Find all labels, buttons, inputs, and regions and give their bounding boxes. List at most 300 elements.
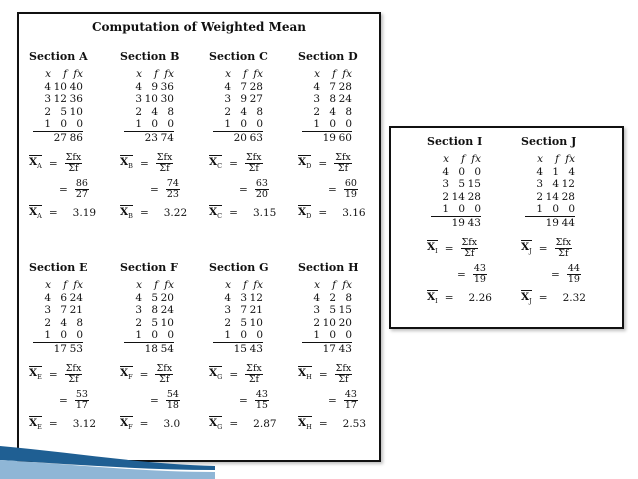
totals-row	[41, 343, 115, 355]
cell-fx: 24	[69, 291, 83, 304]
cell-x: 3	[224, 304, 231, 316]
cell-fx: 0	[345, 118, 352, 130]
section-title: Section J	[521, 135, 577, 148]
sum-f: 18	[144, 342, 158, 355]
cell-f: 2	[329, 291, 336, 304]
mean-substitution	[321, 179, 384, 201]
table-row	[221, 329, 295, 342]
equals-sign: =	[139, 157, 149, 170]
sum-f: 20	[233, 131, 247, 144]
frequency-table	[533, 153, 607, 216]
x-bar-subscript: E	[37, 373, 42, 382]
table-header-row	[221, 68, 295, 81]
fraction-denominator: Σf	[68, 374, 79, 385]
cell-x: 3	[536, 178, 543, 190]
fraction-numerator: 53	[75, 388, 88, 400]
cell-x: 3	[135, 93, 142, 105]
equals-sign: =	[150, 394, 159, 407]
fraction	[555, 238, 573, 260]
x-bar-subscript: F	[128, 422, 133, 431]
fraction-denominator: Σf	[159, 163, 170, 174]
frequency-table	[310, 68, 384, 131]
header-f: f	[63, 279, 67, 291]
cell-x: 2	[224, 316, 231, 329]
section-block	[120, 50, 206, 220]
cell-f: 0	[458, 203, 465, 215]
table-row	[310, 93, 384, 106]
fraction-denominator: Σf	[248, 163, 259, 174]
cell-fx: 15	[467, 178, 481, 190]
equals-sign: =	[139, 206, 149, 219]
x-bar-subscript: B	[128, 211, 133, 220]
fraction-numerator: Σfx	[65, 151, 82, 163]
fraction	[65, 364, 83, 386]
fraction	[75, 390, 89, 412]
totals-row	[310, 132, 384, 144]
fraction-numerator: 86	[75, 177, 88, 189]
fraction-numerator: Σfx	[555, 236, 572, 248]
mean-formula	[29, 153, 115, 175]
header-x: x	[314, 68, 320, 80]
cell-fx: 28	[467, 190, 481, 203]
table-header-row	[310, 68, 384, 81]
cell-f: 7	[240, 80, 247, 93]
sum-f: 17	[322, 342, 336, 355]
equals-sign: =	[48, 157, 58, 170]
cell-x: 2	[44, 105, 51, 118]
header-x: x	[136, 279, 142, 291]
cell-f: 0	[552, 203, 559, 215]
table-row	[41, 118, 115, 131]
table-row	[41, 304, 115, 317]
sum-fx: 43	[467, 216, 481, 229]
fraction	[156, 153, 174, 175]
header-fx: fx	[342, 279, 352, 291]
cell-fx: 8	[345, 291, 352, 304]
equals-sign: =	[551, 268, 560, 281]
cell-fx: 10	[249, 316, 263, 329]
mean-substitution	[232, 390, 295, 412]
cell-fx: 0	[167, 118, 174, 130]
cell-f: 7	[329, 80, 336, 93]
cell-f: 14	[545, 190, 559, 203]
totals-row	[132, 343, 206, 355]
x-bar-subscript: A	[37, 211, 42, 220]
header-fx: fx	[73, 68, 83, 80]
cell-x: 1	[135, 329, 142, 341]
mean-result	[29, 206, 115, 220]
cell-x: 3	[442, 178, 449, 190]
section-block	[29, 50, 115, 220]
cell-fx: 24	[160, 304, 174, 316]
fraction	[245, 153, 263, 175]
x-bar-subscript: C	[217, 162, 223, 171]
x-bar-symbol: $X_D$	[298, 205, 312, 220]
table-row	[533, 166, 607, 179]
totals-row	[221, 132, 295, 144]
x-bar-symbol: $X_B$	[120, 156, 133, 171]
header-x: x	[45, 279, 51, 291]
totals-row	[221, 343, 295, 355]
fraction-denominator: 18	[166, 400, 179, 411]
header-x: x	[537, 153, 543, 165]
table-row	[310, 304, 384, 317]
fraction	[335, 364, 353, 386]
mean-result	[120, 206, 206, 220]
section-block	[120, 261, 206, 431]
cell-fx: 8	[256, 105, 263, 118]
fraction-numerator: 60	[344, 177, 357, 189]
mean-value: 2.87	[253, 417, 277, 430]
sum-fx: 43	[249, 342, 263, 355]
cell-f: 3	[240, 291, 247, 304]
x-bar-symbol: $X_F$	[120, 416, 133, 431]
x-bar-subscript: A	[37, 162, 42, 171]
cell-f: 5	[240, 316, 247, 329]
mean-substitution	[544, 264, 607, 286]
cell-fx: 0	[76, 329, 83, 341]
section-title: Section B	[120, 50, 180, 63]
sum-fx: 54	[160, 342, 174, 355]
cell-fx: 28	[249, 80, 263, 93]
table-row	[310, 106, 384, 119]
x-bar-symbol: $X_B$	[120, 205, 133, 220]
totals-row	[439, 217, 513, 229]
fraction	[166, 390, 180, 412]
cell-fx: 8	[345, 105, 352, 118]
fraction-numerator: Σfx	[461, 236, 478, 248]
table-row	[132, 106, 206, 119]
fraction	[461, 238, 479, 260]
cell-f: 10	[53, 80, 67, 93]
cell-fx: 15	[338, 304, 352, 316]
fraction	[65, 153, 83, 175]
fraction-numerator: 43	[473, 262, 486, 274]
fraction-denominator: 17	[75, 400, 88, 411]
table-row	[132, 317, 206, 330]
cell-x: 1	[442, 203, 449, 215]
table-row	[221, 304, 295, 317]
mean-result	[298, 417, 384, 431]
equals-sign: =	[48, 368, 58, 381]
mean-formula	[209, 364, 295, 386]
fraction	[155, 364, 173, 386]
mean-formula	[298, 364, 384, 386]
header-x: x	[225, 68, 231, 80]
table-row	[41, 329, 115, 342]
fraction	[75, 179, 89, 201]
decorative-swoosh	[0, 430, 215, 479]
table-row	[439, 178, 513, 191]
table-row	[132, 292, 206, 305]
cell-fx: 0	[474, 165, 481, 178]
cell-x: 3	[313, 304, 320, 316]
x-bar-symbol: $X_E$	[29, 416, 42, 431]
cell-fx: 36	[69, 93, 83, 105]
fraction-numerator: 74	[166, 177, 179, 189]
equals-sign: =	[328, 394, 337, 407]
equals-sign: =	[239, 183, 248, 196]
section-title: Section A	[29, 50, 88, 63]
x-bar-subscript: J	[529, 247, 532, 256]
fraction-denominator: Σf	[464, 248, 475, 259]
header-f: f	[154, 68, 158, 80]
x-bar-subscript: D	[306, 162, 312, 171]
mean-formula	[29, 364, 115, 386]
cell-f: 10	[144, 93, 158, 105]
cell-f: 0	[458, 165, 465, 178]
sum-fx: 63	[249, 131, 263, 144]
sum-fx: 86	[69, 131, 83, 144]
x-bar-symbol: $X_A$	[29, 156, 42, 171]
fraction-denominator: Σf	[68, 163, 79, 174]
frequency-table	[221, 279, 295, 342]
table-row	[310, 329, 384, 342]
cell-fx: 28	[338, 80, 352, 93]
table-row	[439, 191, 513, 204]
x-bar-symbol: $X_J$	[521, 290, 532, 305]
cell-f: 9	[151, 80, 158, 93]
equals-sign: =	[150, 183, 159, 196]
mean-result	[427, 291, 513, 305]
side-computation-panel	[389, 126, 624, 329]
cell-f: 1	[552, 165, 559, 178]
x-bar-subscript: G	[217, 422, 223, 431]
mean-value: 2.53	[342, 417, 367, 430]
header-f: f	[461, 153, 465, 165]
cell-f: 4	[240, 105, 247, 118]
fraction	[567, 264, 581, 286]
cell-fx: 0	[256, 118, 263, 130]
cell-x: 3	[44, 304, 51, 316]
mean-value: 2.26	[468, 291, 492, 304]
cell-fx: 21	[69, 304, 83, 316]
cell-fx: 30	[160, 93, 174, 105]
mean-value: 3.0	[163, 417, 181, 430]
x-bar-subscript: H	[306, 373, 312, 382]
table-row	[310, 317, 384, 330]
cell-f: 14	[451, 190, 465, 203]
fraction	[255, 390, 269, 412]
cell-f: 5	[151, 316, 158, 329]
section-title: Section C	[209, 50, 268, 63]
header-x: x	[136, 68, 142, 80]
header-fx: fx	[164, 68, 174, 80]
section-title: Section G	[209, 261, 269, 274]
mean-value: 3.16	[342, 206, 366, 219]
cell-f: 0	[240, 329, 247, 341]
table-row	[132, 329, 206, 342]
table-row	[221, 118, 295, 131]
header-f: f	[332, 68, 336, 80]
cell-x: 2	[442, 190, 449, 203]
mean-result	[521, 291, 607, 305]
mean-result	[209, 417, 295, 431]
table-row	[41, 292, 115, 305]
fraction-denominator: 20	[255, 189, 268, 200]
fraction	[245, 364, 263, 386]
cell-x: 4	[313, 80, 320, 93]
header-x: x	[225, 279, 231, 291]
sum-f: 19	[451, 216, 465, 229]
header-f: f	[332, 279, 336, 291]
x-bar-subscript: B	[128, 162, 133, 171]
table-row	[221, 81, 295, 94]
mean-result	[209, 206, 295, 220]
cell-fx: 12	[561, 178, 575, 190]
fraction	[166, 179, 180, 201]
cell-fx: 36	[160, 80, 174, 93]
header-f: f	[243, 68, 247, 80]
table-row	[310, 81, 384, 94]
section-block	[298, 261, 384, 431]
fraction-numerator: 43	[255, 388, 268, 400]
cell-x: 4	[224, 80, 231, 93]
cell-f: 4	[552, 178, 559, 190]
cell-f: 4	[151, 105, 158, 118]
mean-substitution	[450, 264, 513, 286]
mean-formula	[120, 153, 206, 175]
section-block	[209, 261, 295, 431]
fraction-numerator: Σfx	[335, 151, 351, 163]
x-bar-symbol: $X_F$	[120, 367, 133, 382]
main-computation-panel	[17, 12, 381, 462]
cell-fx: 21	[249, 304, 263, 316]
section-title: Section D	[298, 50, 358, 63]
table-row	[41, 93, 115, 106]
x-bar-symbol: $X_D$	[298, 156, 312, 171]
table-row	[310, 292, 384, 305]
fraction	[255, 179, 269, 201]
cell-f: 5	[60, 105, 67, 118]
cell-fx: 10	[69, 105, 83, 118]
fraction-numerator: Σfx	[246, 362, 262, 374]
cell-fx: 0	[256, 329, 263, 341]
sum-f: 19	[322, 131, 336, 144]
x-bar-symbol: $X_I$	[427, 241, 438, 256]
cell-f: 10	[322, 316, 336, 329]
cell-f: 5	[458, 178, 465, 190]
mean-substitution	[143, 179, 206, 201]
x-bar-subscript: J	[529, 296, 532, 305]
fraction-denominator: 17	[344, 400, 357, 411]
fraction-denominator: Σf	[159, 374, 170, 385]
header-f: f	[154, 279, 158, 291]
page-title: Computation of Weighted Mean	[91, 20, 306, 34]
mean-substitution	[52, 390, 115, 412]
fraction-denominator: 19	[473, 274, 486, 285]
cell-x: 4	[536, 165, 543, 178]
table-row	[221, 317, 295, 330]
cell-x: 3	[224, 93, 231, 105]
cell-f: 6	[60, 291, 67, 304]
table-row	[41, 317, 115, 330]
cell-fx: 10	[160, 316, 174, 329]
frequency-table	[41, 68, 115, 131]
cell-x: 1	[224, 118, 231, 130]
sum-fx: 43	[338, 342, 352, 355]
fraction-numerator: 54	[166, 388, 179, 400]
cell-x: 1	[44, 329, 51, 341]
cell-f: 9	[240, 93, 247, 105]
sum-fx: 60	[338, 131, 352, 144]
equals-sign: =	[318, 157, 328, 170]
x-bar-subscript: H	[306, 422, 312, 431]
frequency-table	[132, 68, 206, 131]
cell-f: 7	[60, 304, 67, 316]
header-x: x	[314, 279, 320, 291]
cell-x: 2	[135, 316, 142, 329]
cell-fx: 20	[160, 291, 174, 304]
cell-x: 2	[536, 190, 543, 203]
totals-row	[132, 132, 206, 144]
x-bar-symbol: $X_H$	[298, 367, 312, 382]
table-row	[41, 106, 115, 119]
mean-substitution	[232, 179, 295, 201]
section-block	[298, 50, 384, 220]
table-row	[533, 191, 607, 204]
cell-fx: 40	[69, 80, 83, 93]
frequency-table	[41, 279, 115, 342]
cell-x: 2	[135, 105, 142, 118]
section-title: Section F	[120, 261, 178, 274]
cell-f: 12	[53, 93, 67, 105]
header-f: f	[243, 279, 247, 291]
table-row	[41, 81, 115, 94]
mean-substitution	[321, 390, 384, 412]
table-row	[533, 178, 607, 191]
cell-x: 1	[536, 203, 543, 215]
table-header-row	[310, 279, 384, 292]
sum-f: 19	[545, 216, 559, 229]
mean-value: 3.15	[252, 206, 277, 219]
header-fx: fx	[73, 279, 83, 291]
equals-sign: =	[538, 291, 548, 304]
x-bar-symbol: $X_I$	[427, 290, 438, 305]
sum-f: 23	[144, 131, 158, 144]
table-row	[132, 93, 206, 106]
x-bar-symbol: $X_G$	[209, 416, 223, 431]
mean-substitution	[52, 179, 115, 201]
cell-f: 8	[329, 93, 336, 105]
section-block	[521, 135, 607, 305]
mean-value: 3.19	[72, 206, 97, 219]
equals-sign: =	[318, 417, 328, 430]
cell-x: 4	[44, 80, 51, 93]
cell-f: 0	[240, 118, 247, 130]
table-row	[533, 203, 607, 216]
fraction-denominator: 19	[344, 189, 357, 200]
table-row	[439, 166, 513, 179]
equals-sign: =	[229, 206, 238, 219]
section-title: Section E	[29, 261, 88, 274]
fraction	[334, 153, 352, 175]
fraction	[344, 179, 358, 201]
x-bar-symbol: $X_A$	[29, 205, 42, 220]
cell-x: 2	[313, 316, 320, 329]
cell-f: 0	[60, 118, 67, 130]
section-block	[427, 135, 513, 305]
mean-value: 3.12	[72, 417, 97, 430]
cell-f: 4	[329, 105, 336, 118]
x-bar-subscript: G	[217, 373, 223, 382]
cell-f: 4	[60, 316, 67, 329]
fraction-numerator: Σfx	[156, 362, 173, 374]
mean-formula	[298, 153, 384, 175]
cell-f: 5	[151, 291, 158, 304]
mean-value: 3.22	[163, 206, 188, 219]
fraction-denominator: 27	[75, 189, 88, 200]
